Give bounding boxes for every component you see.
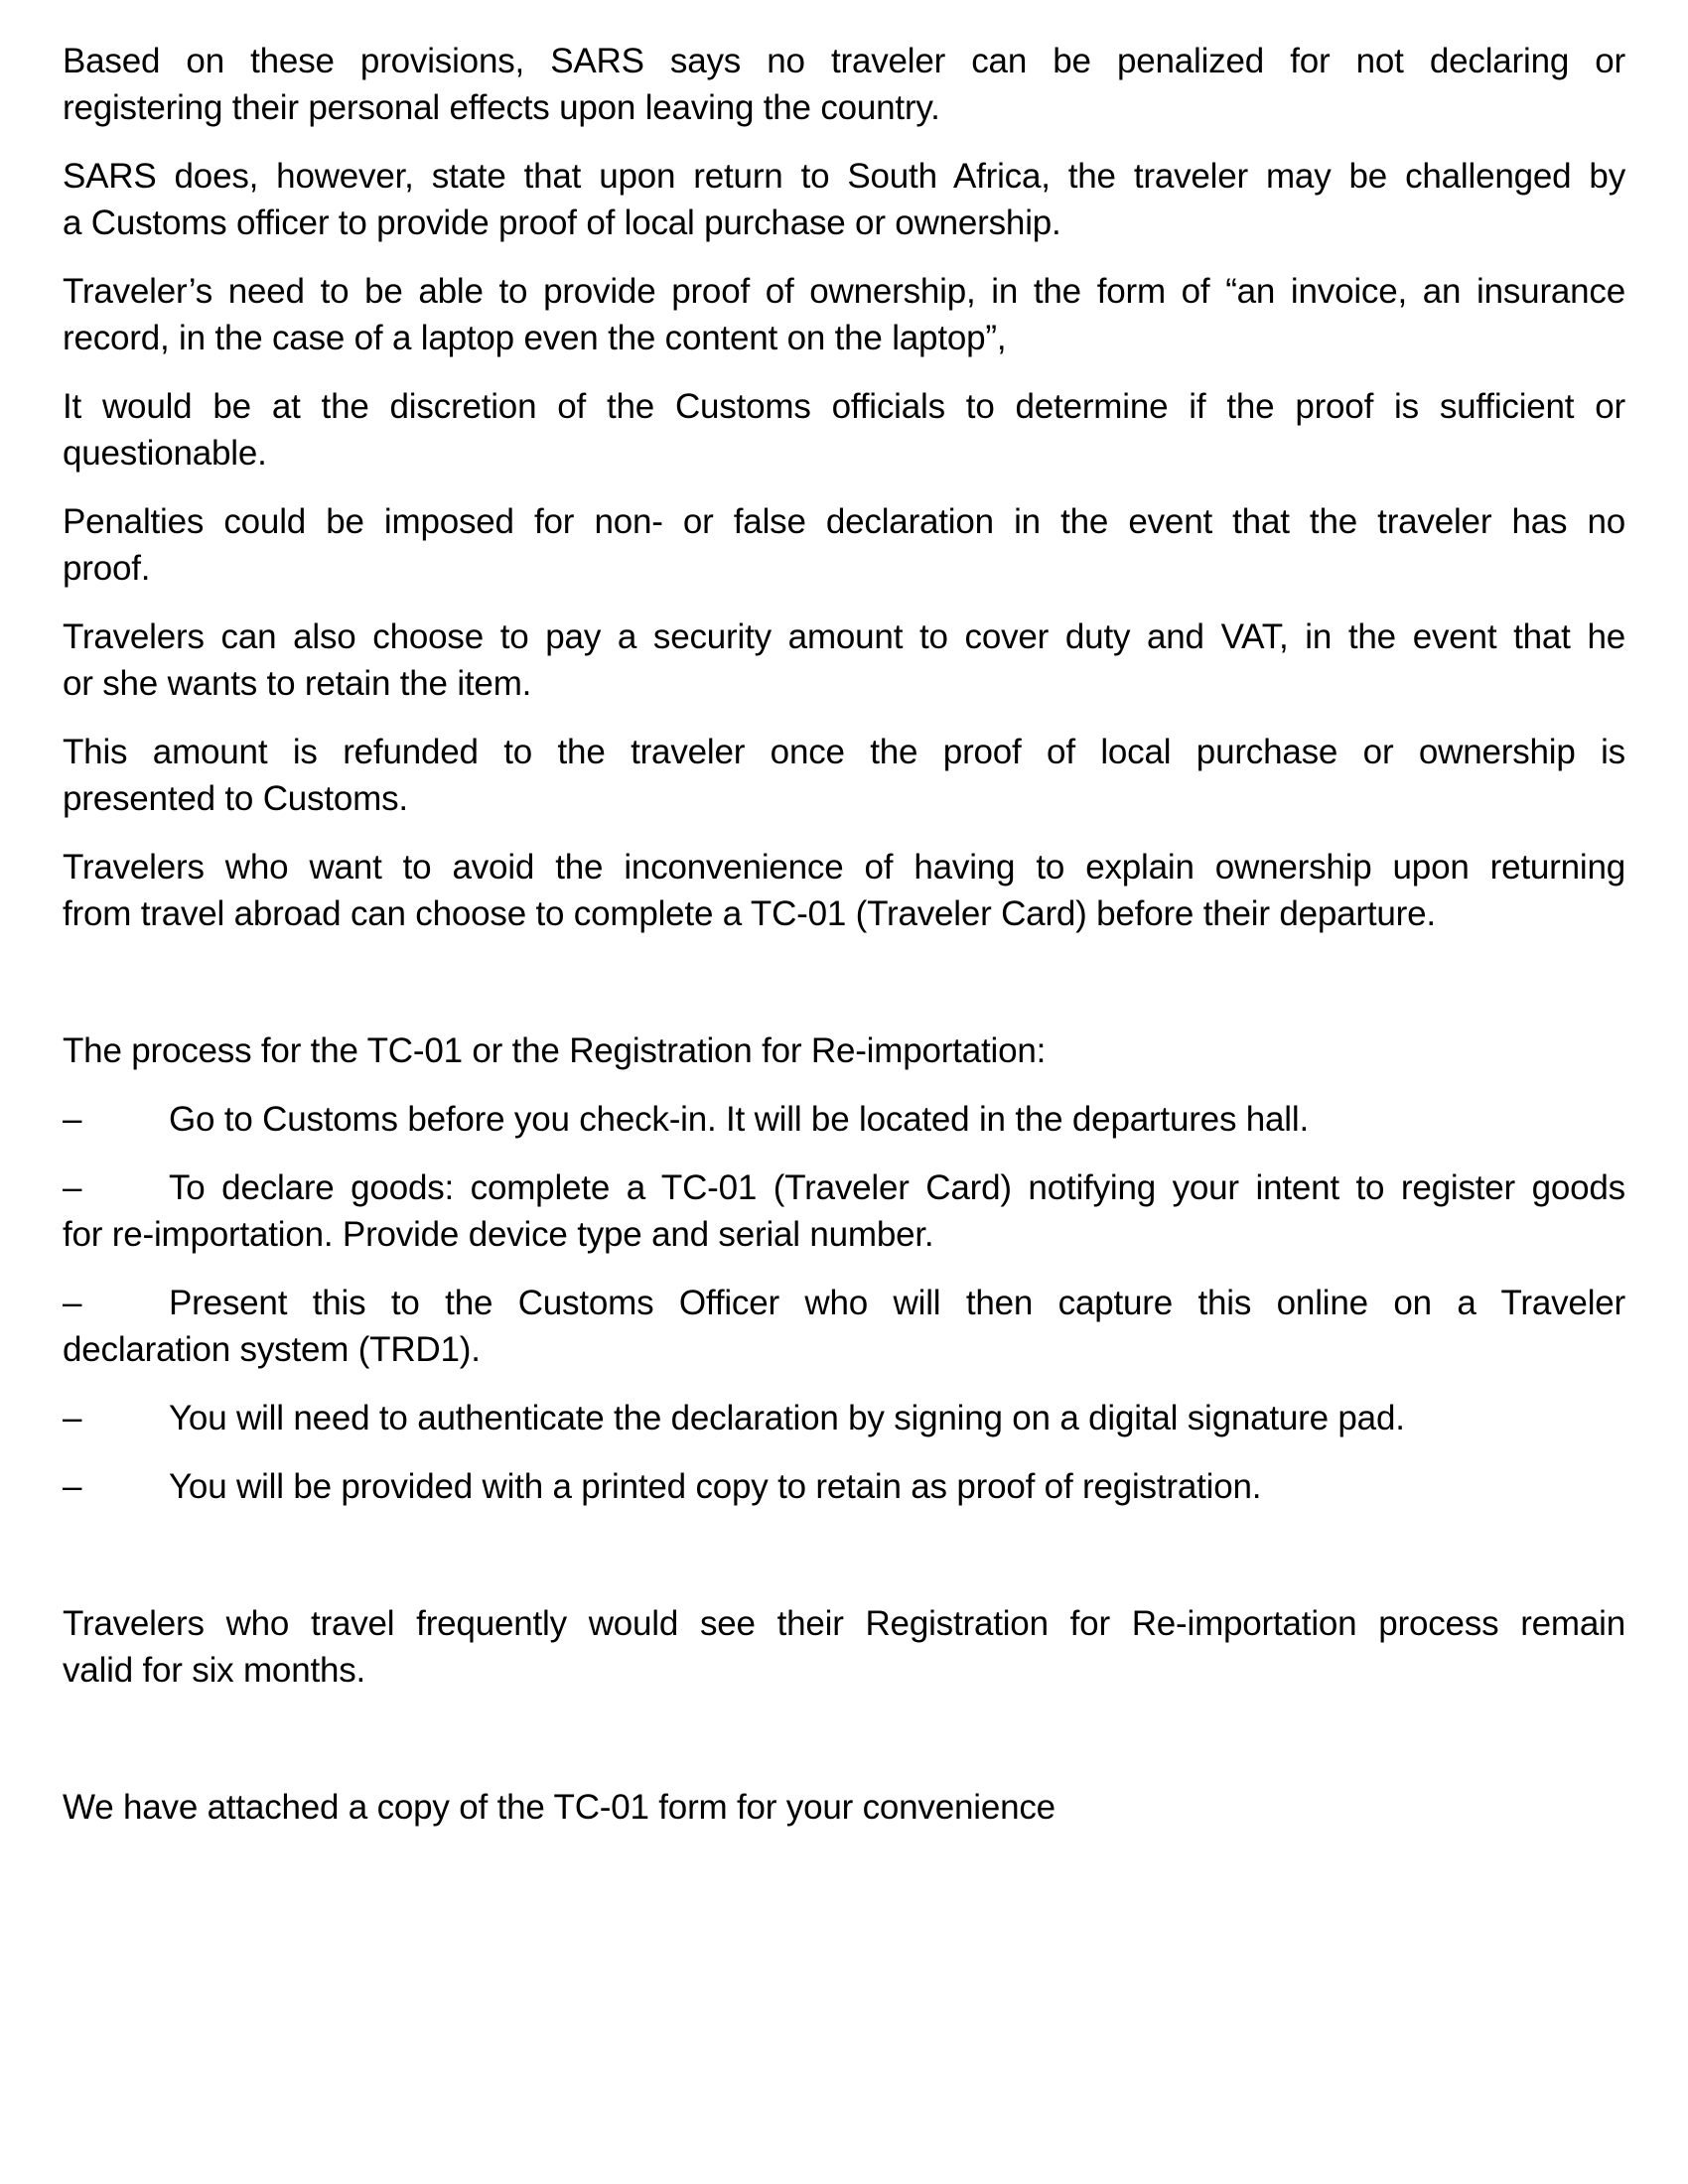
bullet-paragraph (63, 1463, 1625, 1510)
empty-line (63, 959, 1625, 1006)
line-text: You will be provided with a printed copy to retain as proof of registration. (169, 1467, 1262, 1506)
text-line (63, 775, 1625, 822)
line-text: We have attached a copy of the TC-01 form for your convenience (63, 1788, 1055, 1827)
text-line (63, 153, 1625, 200)
paragraph (63, 383, 1625, 477)
paragraph (63, 844, 1625, 937)
bullet-paragraph (63, 1096, 1625, 1143)
bullet-dash: – (63, 1284, 82, 1322)
paragraph (63, 614, 1625, 707)
paragraph (63, 1600, 1625, 1694)
line-text: declaration system (TRD1). (63, 1330, 481, 1369)
line-text: It would be at the discretion of the Customs officials to determine if the proof is sufficient or (63, 387, 1625, 426)
text-line (63, 1027, 1625, 1074)
text-line (63, 38, 1625, 84)
text-line (63, 200, 1625, 246)
line-text: or she wants to retain the item. (63, 664, 532, 703)
text-line (63, 1463, 1625, 1510)
line-text: questionable. (63, 434, 267, 473)
line-text: presented to Customs. (63, 779, 408, 818)
paragraph (63, 1027, 1625, 1074)
bullet-paragraph (63, 1395, 1625, 1441)
line-text: Travelers can also choose to pay a security amount to cover duty and VAT, in the event that he (63, 617, 1625, 656)
text-line (63, 890, 1625, 937)
text-line (63, 545, 1625, 592)
line-text: Based on these provisions, SARS says no traveler can be penalized for not declaring or (63, 42, 1625, 80)
text-line (63, 430, 1625, 477)
line-text: SARS does, however, state that upon return to South Africa, the traveler may be challenged by (63, 157, 1625, 196)
line-text: for re-importation. Provide device type and serial number. (63, 1215, 934, 1254)
paragraph (63, 498, 1625, 592)
line-text: You will need to authenticate the declaration by signing on a digital signature pad. (169, 1399, 1405, 1437)
text-line (63, 1784, 1625, 1831)
line-text: The process for the TC-01 or the Registration for Re-importation: (63, 1031, 1047, 1070)
document-body (63, 38, 1625, 1831)
bullet-paragraph (63, 1280, 1625, 1373)
line-text: Travelers who travel frequently would see their Registration for Re-importation process remain (63, 1604, 1625, 1643)
text-line (63, 614, 1625, 660)
text-line (63, 729, 1625, 775)
text-line (63, 844, 1625, 890)
bullet-dash: – (63, 1100, 82, 1139)
text-line (63, 1326, 1625, 1373)
bullet-paragraph (63, 1164, 1625, 1258)
line-text: This amount is refunded to the traveler once the proof of local purchase or ownership is (63, 733, 1625, 771)
line-text: registering their personal effects upon leaving the country. (63, 88, 940, 127)
paragraph (63, 38, 1625, 131)
empty-line (63, 1532, 1625, 1578)
text-line (63, 660, 1625, 707)
line-text: Go to Customs before you check-in. It will be located in the departures hall. (169, 1100, 1309, 1139)
paragraph (63, 1784, 1625, 1831)
text-line (63, 1211, 1625, 1258)
text-line (63, 1164, 1625, 1211)
line-text: valid for six months. (63, 1651, 366, 1690)
line-text: Travelers who want to avoid the inconvenience of having to explain ownership upon returning (63, 848, 1625, 887)
empty-line (63, 1715, 1625, 1762)
bullet-dash: – (63, 1399, 82, 1437)
bullet-dash: – (63, 1168, 82, 1207)
paragraph (63, 153, 1625, 246)
text-line (63, 315, 1625, 361)
paragraph (63, 268, 1625, 361)
line-text: To declare goods: complete a TC-01 (Traveler Card) notifying your intent to register goods (169, 1168, 1625, 1207)
text-line (63, 383, 1625, 430)
text-line (63, 1395, 1625, 1441)
line-text: Present this to the Customs Officer who will then capture this online on a Traveler (169, 1284, 1625, 1322)
line-text: a Customs officer to provide proof of local purchase or ownership. (63, 204, 1061, 242)
text-line (63, 498, 1625, 545)
paragraph (63, 729, 1625, 822)
text-line (63, 1600, 1625, 1647)
text-line (63, 1647, 1625, 1694)
line-text: Traveler’s need to be able to provide proof of ownership, in the form of “an invoice, an insurance (63, 272, 1625, 311)
line-text: proof. (63, 549, 151, 588)
line-text: record, in the case of a laptop even the content on the laptop”, (63, 319, 1007, 357)
text-line (63, 84, 1625, 131)
bullet-dash: – (63, 1467, 82, 1506)
text-line (63, 1280, 1625, 1326)
line-text: from travel abroad can choose to complete a TC-01 (Traveler Card) before their departure. (63, 894, 1436, 933)
line-text: Penalties could be imposed for non- or false declaration in the event that the traveler has no (63, 502, 1625, 541)
text-line (63, 268, 1625, 315)
text-line (63, 1096, 1625, 1143)
